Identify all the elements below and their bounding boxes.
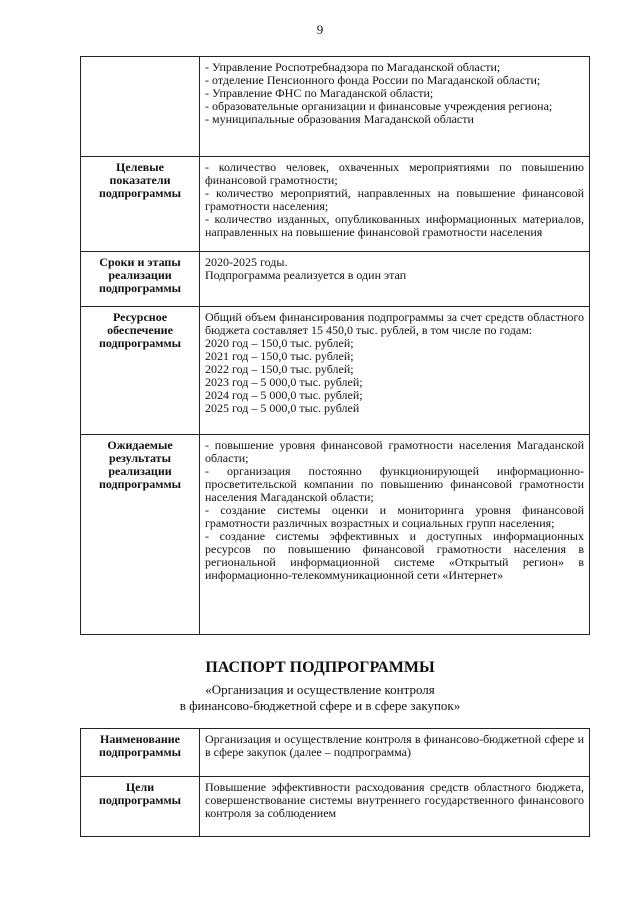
row-item: - повышение уровня финансовой грамотности населения Магаданской области; [205, 438, 584, 465]
row-item: - создание системы эффективных и доступных информационных ресурсов по повышению финансовой грамотности населения в региональной информационной системе «Открытый регион» в информационно-телекоммуникационной сети «Интернет» [205, 529, 584, 582]
row-content [200, 157, 590, 252]
subprogram-passport-table [80, 728, 590, 837]
row-label: Целевые показатели подпрограммы [81, 157, 200, 252]
row-item: 2022 год – 150,0 тыс. рублей; [205, 362, 354, 376]
row-content [200, 307, 590, 435]
row-label: Сроки и этапы реализации подпрограммы [81, 252, 200, 307]
row-content [200, 252, 590, 307]
row-item: - организация постоянно функционирующей информационно-просветительской компании по повышению финансовой грамотности населения Магаданской области; [205, 464, 584, 504]
row-item: - отделение Пенсионного фонда России по Магаданской области; [205, 73, 541, 87]
row-item: - Управление Роспотребнадзора по Магаданской области; [205, 60, 501, 74]
row-content [200, 435, 590, 635]
row-item: - Управление ФНС по Магаданской области; [205, 86, 434, 100]
row-item: - образовательные организации и финансовые учреждения региона; [205, 99, 553, 113]
section-subtitle-line2: в финансово-бюджетной сфере и в сфере закупок» [179, 698, 461, 713]
row-content: Повышение эффективности расходования средств областного бюджета, совершенствование системы внутреннего государственного финансового контроля за соблюдением [200, 777, 590, 837]
row-item: Общий объем финансирования подпрограммы за счет средств областного бюджета составляет 15 450,0 тыс. рублей, в том числе по годам: [205, 310, 584, 337]
row-label: Наименование подпрограммы [81, 729, 200, 777]
row-content [200, 57, 590, 157]
row-label: Цели подпрограммы [81, 777, 200, 837]
row-label: Ресурсное обеспечение подпрограммы [81, 307, 200, 435]
passport-row [81, 157, 590, 252]
row-item: - создание системы оценки и мониторинга уровня финансовой грамотности различных возрастных и социальных групп населения; [205, 503, 584, 530]
passport-row [81, 252, 590, 307]
page-number: 9 [316, 22, 324, 37]
section-subtitle [0, 682, 640, 714]
section-title: ПАСПОРТ ПОДПРОГРАММЫ [205, 659, 435, 676]
row-item: - муниципальные образования Магаданской области [205, 112, 474, 126]
row-item: 2021 год – 150,0 тыс. рублей; [205, 349, 354, 363]
row-item: - количество изданных, опубликованных информационных материалов, направленных на повышение финансовой грамотности населения [205, 212, 584, 239]
passport-table-continued [80, 56, 590, 635]
row-label [81, 57, 200, 157]
passport-row [81, 435, 590, 635]
row-item: - количество человек, охваченных мероприятиями по повышению финансовой грамотности; [205, 160, 584, 187]
row-item: - количество мероприятий, направленных на повышение финансовой грамотности населения; [205, 186, 584, 213]
passport-row [81, 57, 590, 157]
row-content: Организация и осуществление контроля в финансово-бюджетной сфере и в сфере закупок (далее – подпрограмма) [200, 729, 590, 777]
row-item: 2020 год – 150,0 тыс. рублей; [205, 336, 354, 350]
row-item: 2023 год – 5 000,0 тыс. рублей; [205, 375, 363, 389]
section-subtitle-line1: «Организация и осуществление контроля [205, 682, 435, 697]
passport-row [81, 307, 590, 435]
row-item: 2025 год – 5 000,0 тыс. рублей [205, 401, 360, 415]
row-item: 2024 год – 5 000,0 тыс. рублей; [205, 388, 363, 402]
row-label: Ожидаемые результаты реализации подпрограммы [81, 435, 200, 635]
passport-row [81, 729, 590, 777]
row-item: 2020-2025 годы. [205, 255, 288, 269]
row-item: Подпрограмма реализуется в один этап [205, 268, 407, 282]
passport-row [81, 777, 590, 837]
